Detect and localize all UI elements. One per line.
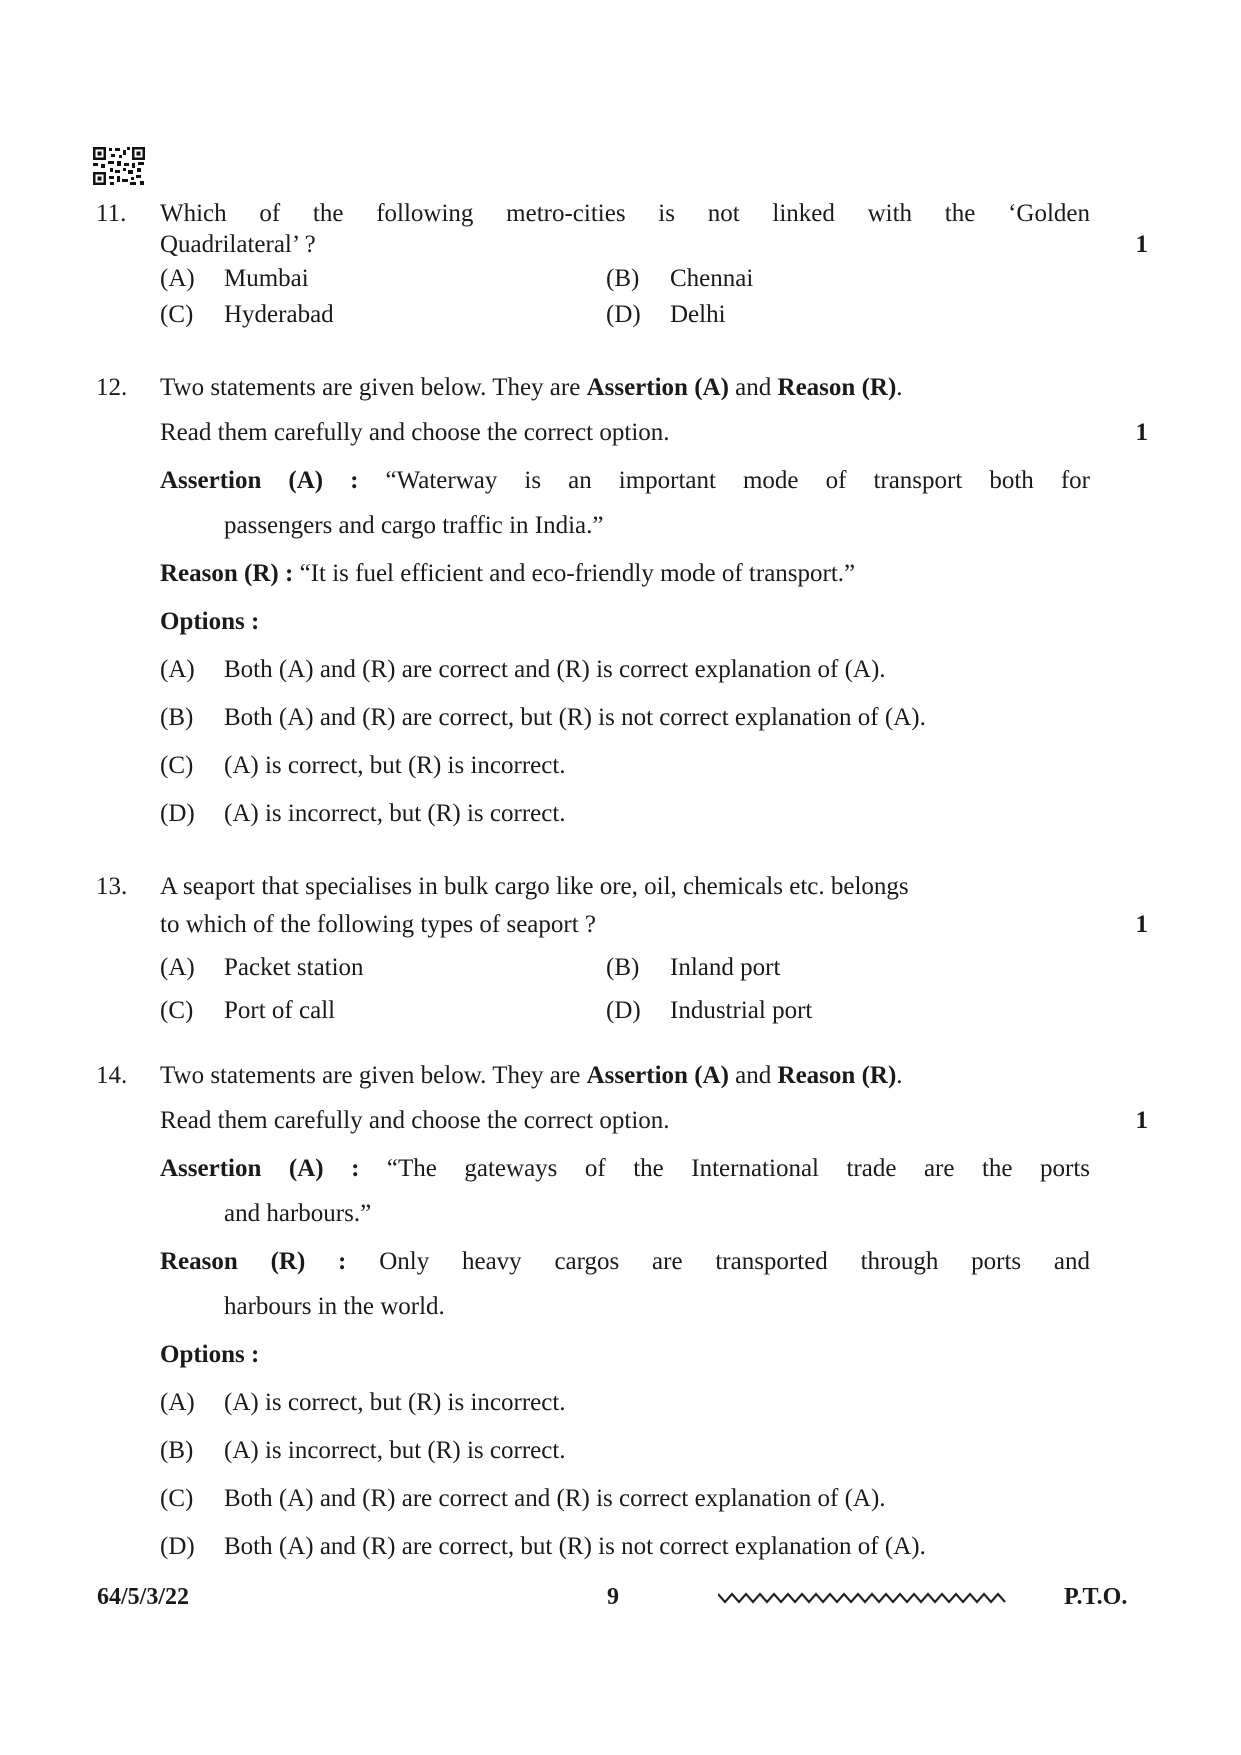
option-b: (B) (A) is incorrect, but (R) is correct. (160, 1437, 566, 1464)
assertion-cont: passengers and cargo traffic in India.” (224, 512, 604, 539)
marks: 1 (1135, 419, 1148, 446)
option-d: (D) Industrial port (606, 997, 813, 1024)
option-c: (C) Port of call (160, 997, 336, 1024)
option-d (606, 301, 726, 329)
assertion-label: Assertion (A) : (160, 467, 359, 494)
assertion: Assertion (A) : “The gateways of the International trade are the ports (160, 1155, 1091, 1182)
option-label: (D) (606, 301, 641, 328)
question-text-line: Quadrilateral’ ? (160, 231, 316, 258)
option-c: (C) (A) is correct, but (R) is incorrect. (160, 752, 566, 779)
question-intro: Two statements are given below. They are Assertion (A) and Reason (R). (160, 1062, 903, 1089)
option-label: (C) (160, 301, 194, 328)
reason-cont: harbours in the world. (224, 1293, 445, 1320)
option-text: Mumbai (224, 265, 309, 292)
option-a: (A) Both (A) and (R) are correct and (R) is correct explanation of (A). (160, 656, 886, 683)
reason: Reason (R) : “It is fuel efficient and eco-friendly mode of transport.” (160, 560, 856, 587)
question-text-line: Which of the following metro-cities is not linked with the ‘Golden (160, 200, 1090, 227)
options-heading: Options : (160, 1341, 260, 1368)
assertion-label: Assertion (A) : (160, 1155, 360, 1182)
question-number: 11. (96, 200, 127, 227)
option-c (160, 301, 334, 329)
option-b: (B) Inland port (606, 954, 781, 981)
reason: Reason (R) : Only heavy cargos are transported through ports and (160, 1248, 1091, 1275)
reason-label: Reason (R) : (160, 560, 294, 587)
question-text-line: to which of the following types of seaport ? (160, 911, 597, 938)
option-a (160, 265, 309, 293)
page-number: 9 (607, 1584, 619, 1610)
marks: 1 (1135, 231, 1148, 258)
question-number: 14. (96, 1062, 128, 1089)
question-instruction: Read them carefully and choose the correct option. (160, 1107, 670, 1134)
option-c: (C) Both (A) and (R) are correct and (R) is correct explanation of (A). (160, 1485, 886, 1512)
option-label: (B) (606, 265, 640, 292)
marks: 1 (1135, 911, 1148, 938)
option-text: Delhi (670, 301, 726, 328)
paper-code: 64/5/3/22 (97, 1584, 190, 1610)
option-text: Chennai (670, 265, 754, 292)
option-d: (D) Both (A) and (R) are correct, but (R) is not correct explanation of (A). (160, 1533, 926, 1560)
wave-line-icon (718, 1590, 1008, 1606)
question-number: 12. (96, 374, 128, 401)
question-text-line: A seaport that specialises in bulk cargo like ore, oil, chemicals etc. belongs (160, 873, 909, 900)
option-d: (D) (A) is incorrect, but (R) is correct. (160, 800, 566, 827)
reason-label: Reason (R) : (160, 1248, 347, 1275)
question-instruction: Read them carefully and choose the correct option. (160, 419, 670, 446)
option-a: (A) Packet station (160, 954, 364, 981)
option-a: (A) (A) is correct, but (R) is incorrect. (160, 1389, 566, 1416)
pto-label: P.T.O. (1064, 1584, 1128, 1610)
qr-code-icon (92, 146, 146, 186)
option-text: Hyderabad (224, 301, 334, 328)
question-intro: Two statements are given below. They are Assertion (A) and Reason (R). (160, 374, 903, 401)
question-number: 13. (96, 873, 128, 900)
marks: 1 (1135, 1107, 1148, 1134)
assertion-cont: and harbours.” (224, 1200, 372, 1227)
option-b (606, 265, 753, 293)
options-heading: Options : (160, 608, 260, 635)
assertion: Assertion (A) : “Waterway is an important mode of transport both for (160, 467, 1090, 494)
option-b: (B) Both (A) and (R) are correct, but (R) is not correct explanation of (A). (160, 704, 926, 731)
option-label: (A) (160, 265, 195, 292)
